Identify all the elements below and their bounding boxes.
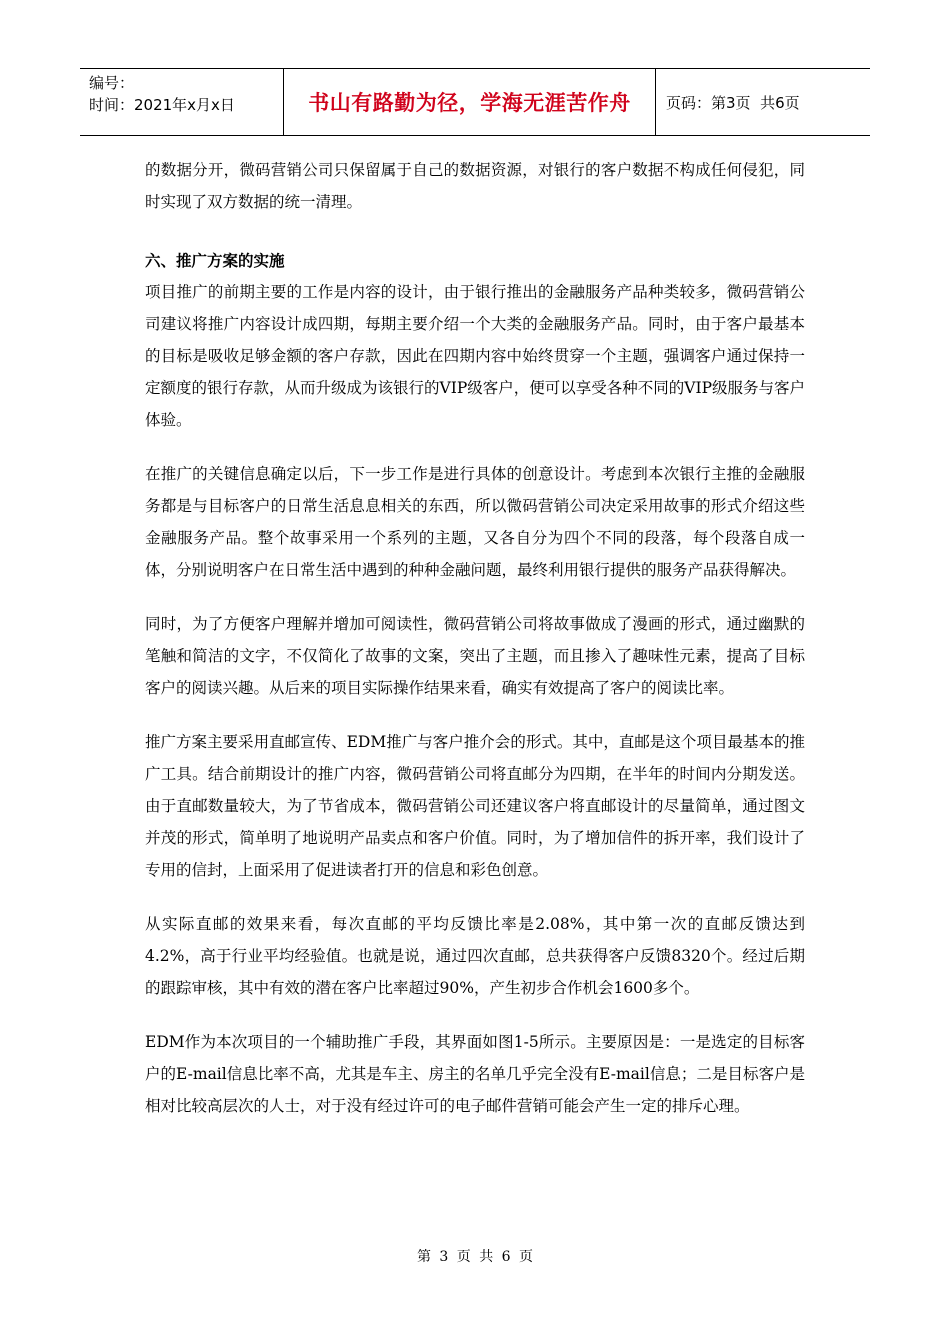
- motto-text: 书山有路勤为径，学海无涯苦作舟: [308, 91, 631, 115]
- header-page-info: [656, 69, 870, 135]
- lead-paragraph: 的数据分开，微码营销公司只保留属于自己的数据资源，对银行的客户数据不构成任何侵犯，同时实现了双方数据的统一清理。: [145, 161, 805, 211]
- body-paragraph-1: 项目推广的前期主要的工作是内容的设计，由于银行推出的金融服务产品种类较多，微码营销公司建议将推广内容设计成四期，每期主要介绍一个大类的金融服务产品。同时，由于客户最基本的目标是吸收足够金额的客户存款，因此在四期内容中始终贯穿一个主题，强调客户通过保持一定额度的银行存款，从而升级成为该银行的VIP级客户，便可以享受各种不同的VIP级服务与客户体验。: [145, 283, 805, 429]
- body-paragraph-4: 推广方案主要采用直邮宣传、EDM推广与客户推介会的形式。其中，直邮是这个项目最基本的推广工具。结合前期设计的推广内容，微码营销公司将直邮分为四期，在半年的时间内分期发送。由于直邮数量较大，为了节省成本，微码营销公司还建议客户将直邮设计的尽量简单，通过图文并茂的形式，简单明了地说明产品卖点和客户价值。同时，为了增加信件的拆开率，我们设计了专用的信封，上面采用了促进读者打开的信息和彩色创意。: [145, 733, 805, 879]
- footer-page-number: 第 3 页 共 6 页: [416, 1249, 534, 1265]
- header-motto: [283, 69, 656, 135]
- section-title: 六、推广方案的实施: [145, 252, 285, 270]
- time-label: 时间：2021年x月x日: [89, 96, 235, 114]
- serial-label: 编号：: [89, 74, 135, 92]
- document-body: [145, 154, 805, 1144]
- header-meta: [80, 69, 283, 135]
- body-paragraph-5: 从实际直邮的效果来看，每次直邮的平均反馈比率是2.08%，其中第一次的直邮反馈达到4.2%，高于行业平均经验值。也就是说，通过四次直邮，总共获得客户反馈8320个。经过后期的跟踪审核，其中有效的潜在客户比率超过90%，产生初步合作机会1600多个。: [145, 915, 805, 997]
- page-footer: [0, 1246, 950, 1266]
- page-info-text: 页码：第3页 共6页: [666, 93, 800, 112]
- document-header: [80, 68, 870, 136]
- body-paragraph-3: 同时，为了方便客户理解并增加可阅读性，微码营销公司将故事做成了漫画的形式，通过幽默的笔触和简洁的文字，不仅简化了故事的文案，突出了主题，而且掺入了趣味性元素，提高了目标客户的阅读兴趣。从后来的项目实际操作结果来看，确实有效提高了客户的阅读比率。: [145, 615, 805, 697]
- body-paragraph-6: EDM作为本次项目的一个辅助推广手段，其界面如图1-5所示。主要原因是：一是选定的目标客户的E-mail信息比率不高，尤其是车主、房主的名单几乎完全没有E-mail信息；二是目标客户是相对比较高层次的人士，对于没有经过许可的电子邮件营销可能会产生一定的排斥心理。: [145, 1033, 805, 1115]
- body-paragraph-2: 在推广的关键信息确定以后，下一步工作是进行具体的创意设计。考虑到本次银行主推的金融服务都是与目标客户的日常生活息息相关的东西，所以微码营销公司决定采用故事的形式介绍这些金融服务产品。整个故事采用一个系列的主题，又各自分为四个不同的段落，每个段落自成一体，分别说明客户在日常生活中遇到的种种金融问题，最终利用银行提供的服务产品获得解决。: [145, 465, 805, 579]
